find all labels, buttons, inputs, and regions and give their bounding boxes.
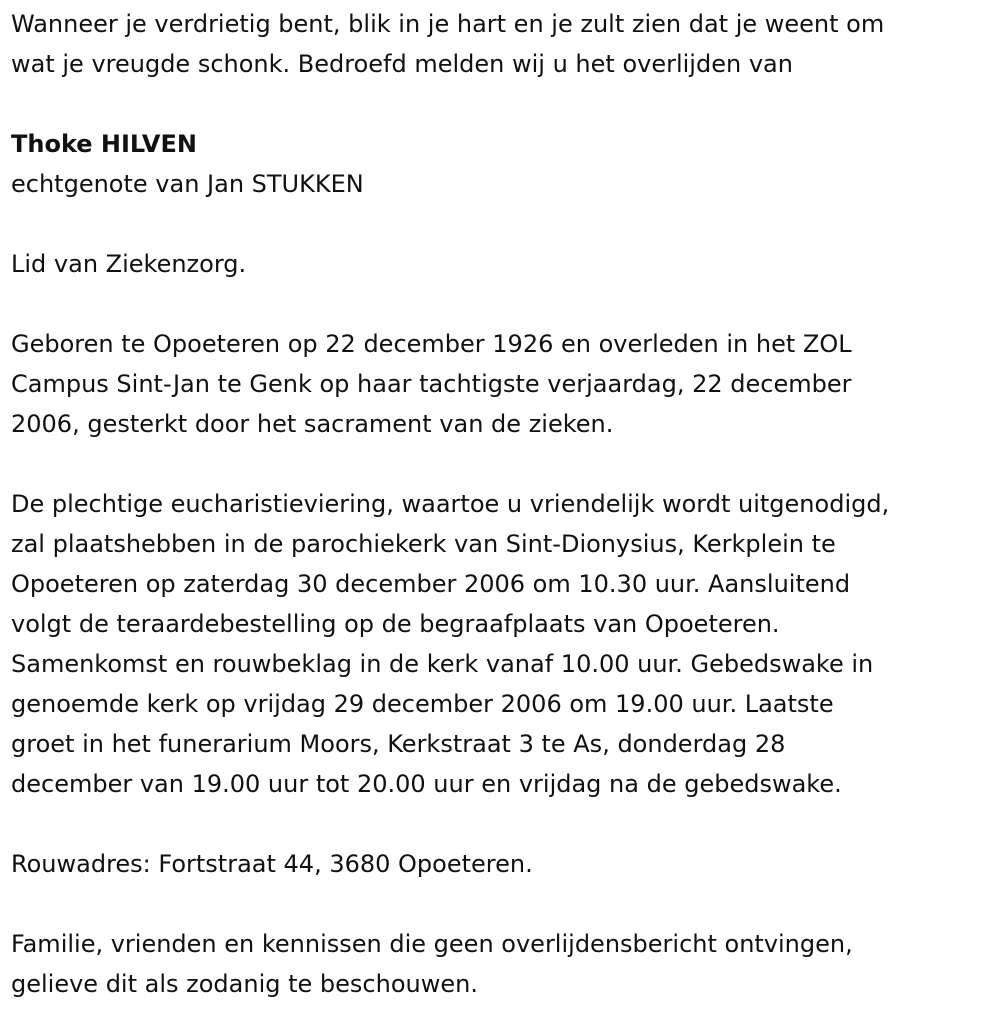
ceremony-line-3: Opoeteren op zaterdag 30 december 2006 om 10.30 uur. Aansluitend xyxy=(11,570,851,598)
ceremony-line-1: De plechtige eucharistieviering, waartoe u vriendelijk wordt uitgenodigd, xyxy=(11,490,890,518)
ceremony-paragraph xyxy=(11,484,991,804)
death-notice xyxy=(11,4,991,1004)
intro-paragraph xyxy=(11,4,991,84)
intro-line-1: Wanneer je verdrietig bent, blik in je hart en je zult zien dat je weent om xyxy=(11,10,885,38)
birth-death-paragraph xyxy=(11,324,991,444)
deceased-name: Thoke HILVEN xyxy=(11,130,197,158)
ceremony-line-2: zal plaatshebben in de parochiekerk van Sint-Dionysius, Kerkplein te xyxy=(11,530,836,558)
ceremony-line-7: groet in het funerarium Moors, Kerkstraat 3 te As, donderdag 28 xyxy=(11,730,786,758)
address-line: Rouwadres: Fortstraat 44, 3680 Opoeteren. xyxy=(11,850,533,878)
ceremony-line-5: Samenkomst en rouwbeklag in de kerk vanaf 10.00 uur. Gebedswake in xyxy=(11,650,874,678)
birth-death-line-1: Geboren te Opoeteren op 22 december 1926 en overleden in het ZOL xyxy=(11,330,852,358)
spouse-line: echtgenote van Jan STUKKEN xyxy=(11,170,364,198)
closing-line-1: Familie, vrienden en kennissen die geen overlijdensbericht ontvingen, xyxy=(11,930,853,958)
ceremony-line-6: genoemde kerk op vrijdag 29 december 2006 om 19.00 uur. Laatste xyxy=(11,690,834,718)
closing-paragraph xyxy=(11,924,991,1004)
birth-death-line-3: 2006, gesterkt door het sacrament van de zieken. xyxy=(11,410,614,438)
birth-death-line-2: Campus Sint-Jan te Genk op haar tachtigste verjaardag, 22 december xyxy=(11,370,852,398)
ceremony-line-4: volgt de teraardebestelling op de begraafplaats van Opoeteren. xyxy=(11,610,780,638)
membership-line: Lid van Ziekenzorg. xyxy=(11,250,247,278)
closing-line-2: gelieve dit als zodanig te beschouwen. xyxy=(11,970,478,998)
ceremony-line-8: december van 19.00 uur tot 20.00 uur en vrijdag na de gebedswake. xyxy=(11,770,842,798)
intro-line-2: wat je vreugde schonk. Bedroefd melden wij u het overlijden van xyxy=(11,50,793,78)
